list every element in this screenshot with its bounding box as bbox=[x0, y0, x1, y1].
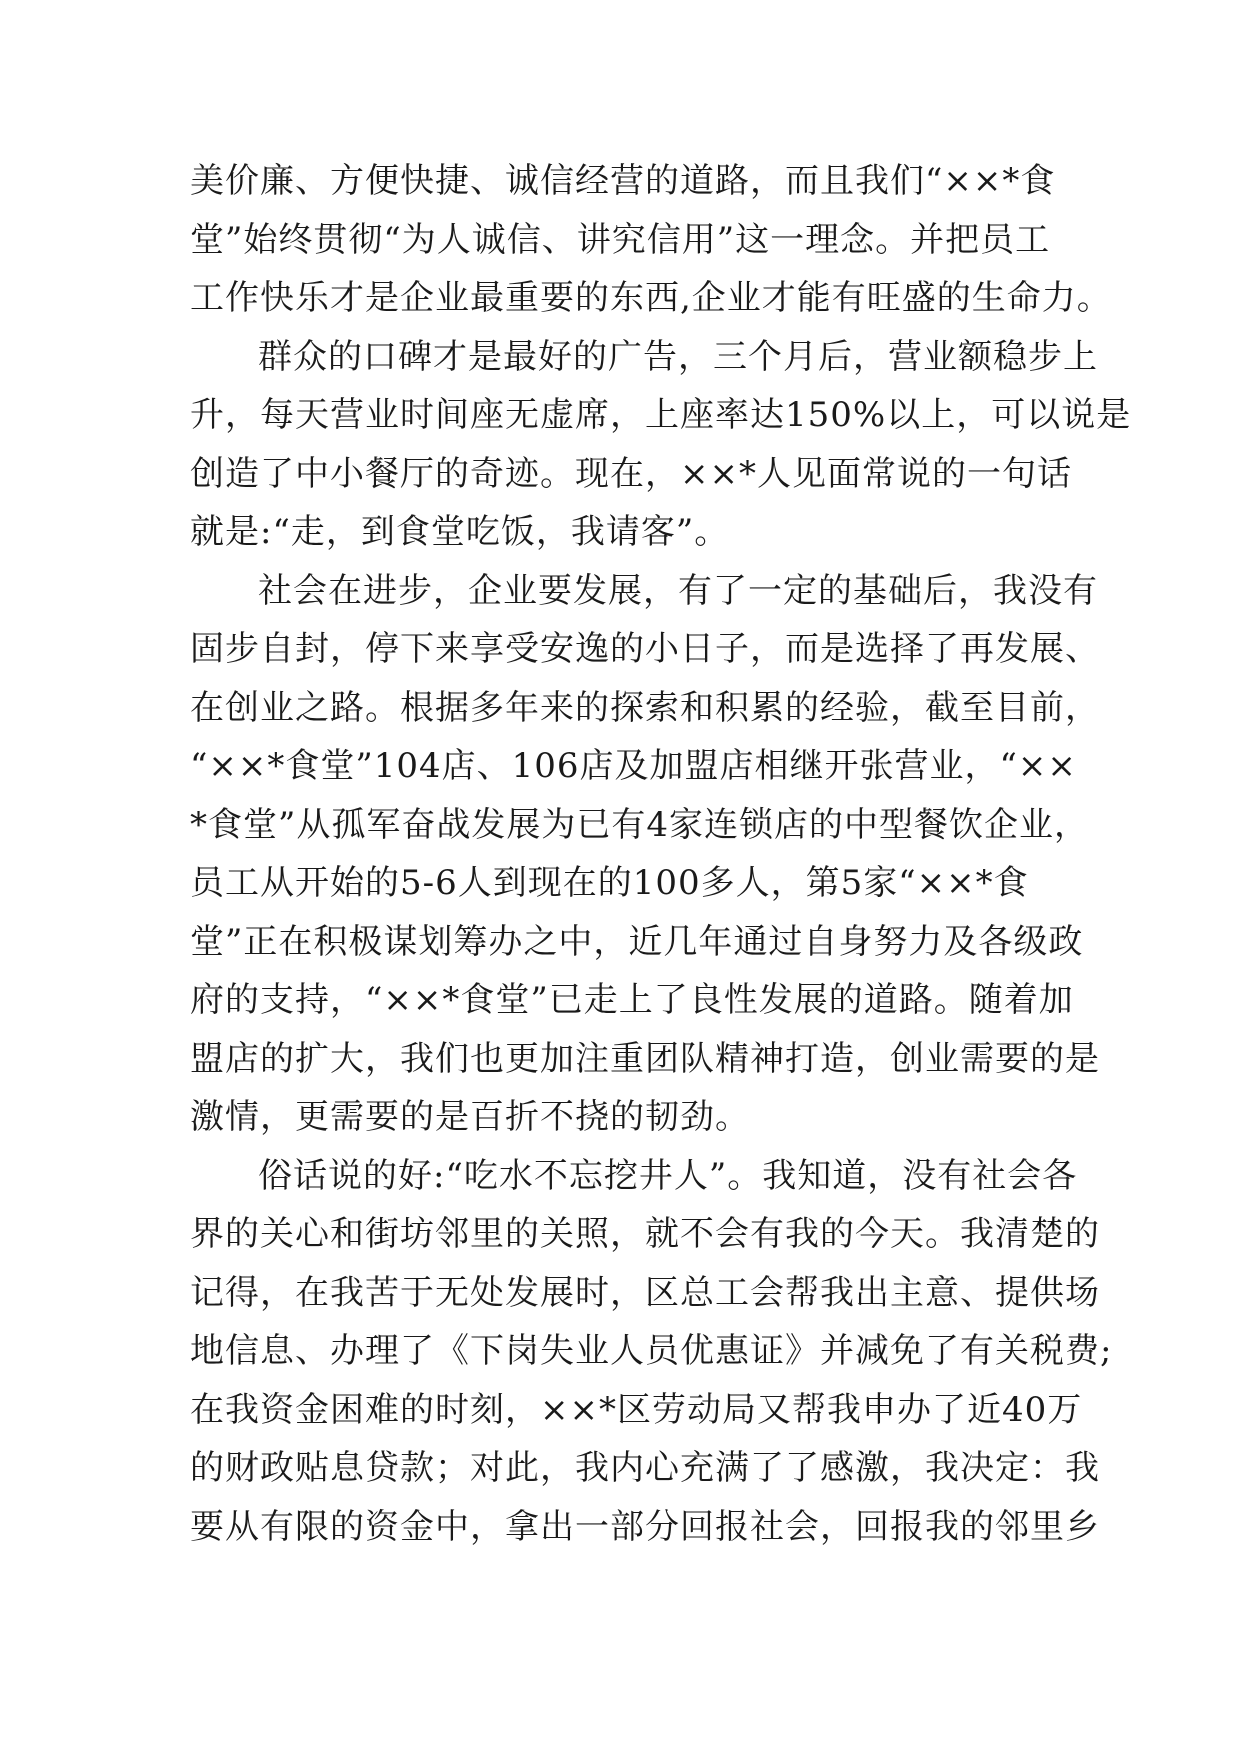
text-line: 界的关心和街坊邻里的关照，就不会有我的今天。我清楚的 bbox=[190, 1214, 1100, 1254]
text-line: 记得，在我苦于无处发展时，区总工会帮我出主意、提供场 bbox=[190, 1272, 1100, 1313]
text-line: 员工从开始的5-6人到现在的100多人，第5家“××*食 bbox=[190, 863, 1029, 903]
paragraph-start-line: 社会在进步，企业要发展，有了一定的基础后，我没有 bbox=[258, 570, 1098, 611]
text-line: 府的支持，“××*食堂”已走上了良性发展的道路。随着加 bbox=[190, 980, 1074, 1020]
body-text bbox=[190, 152, 1132, 1556]
text-line: 盟店的扩大，我们也更加注重团队精神打造，创业需要的是 bbox=[190, 1038, 1100, 1079]
text-line: “××*食堂”104店、106店及加盟店相继开张营业，“×× bbox=[190, 746, 1077, 786]
text-line: 的财政贴息贷款；对此，我内心充满了了感激，我决定：我 bbox=[190, 1448, 1100, 1488]
text-line: 激情，更需要的是百折不挠的韧劲。 bbox=[190, 1097, 750, 1137]
paragraph-start-line: 俗话说的好:“吃水不忘挖井人”。我知道，没有社会各 bbox=[258, 1155, 1078, 1196]
text-line: 美价廉、方便快捷、诚信经营的道路，而且我们“××*食 bbox=[190, 161, 1056, 201]
text-line: 固步自封，停下来享受安逸的小日子，而是选择了再发展、 bbox=[190, 629, 1100, 669]
text-line: 在创业之路。根据多年来的探索和积累的经验，截至目前， bbox=[190, 687, 1100, 728]
text-line: 地信息、办理了《下岗失业人员优惠证》并减免了有关税费; bbox=[190, 1331, 1113, 1371]
text-line: 创造了中小餐厅的奇迹。现在，××*人见面常说的一句话 bbox=[190, 453, 1072, 494]
text-line: 就是:“走，到食堂吃饭，我请客”。 bbox=[190, 512, 730, 552]
text-line: 工作快乐才是企业最重要的东西,企业才能有旺盛的生命力。 bbox=[190, 278, 1112, 318]
text-line: 要从有限的资金中，拿出一部分回报社会，回报我的邻里乡 bbox=[190, 1506, 1100, 1547]
paragraph-start-line: 群众的口碑才是最好的广告，三个月后，营业额稳步上 bbox=[258, 336, 1098, 377]
text-line: *食堂”从孤军奋战发展为已有4家连锁店的中型餐饮企业， bbox=[190, 804, 1090, 845]
text-line: 堂”正在积极谋划筹办之中，近几年通过自身努力及各级政 bbox=[190, 921, 1084, 962]
text-line: 堂”始终贯彻“为人诚信、讲究信用”这一理念。并把员工 bbox=[190, 219, 1051, 260]
text-line: 在我资金困难的时刻，××*区劳动局又帮我申办了近40万 bbox=[190, 1389, 1083, 1430]
text-line: 升，每天营业时间座无虚席，上座率达150%以上，可以说是 bbox=[190, 395, 1132, 435]
